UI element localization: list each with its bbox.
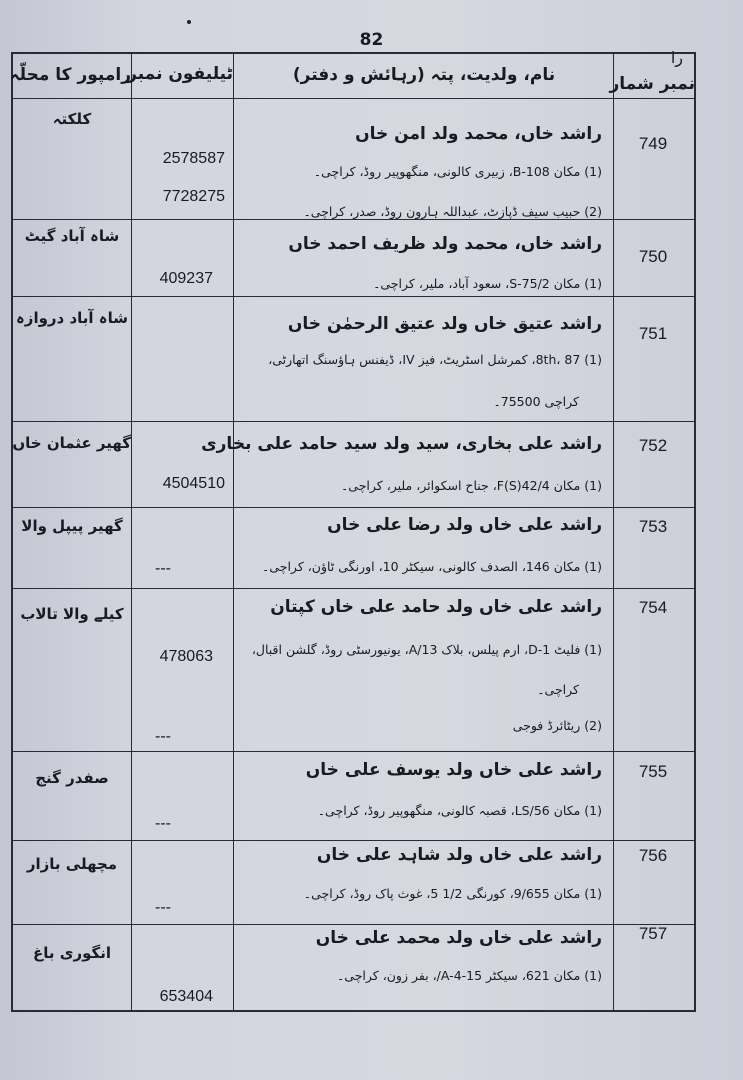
entry-locality: گھیر عثمان خاں xyxy=(12,434,131,452)
entry-serial: 752 xyxy=(638,436,668,455)
entry-name: راشد علی خاں ولد رضا علی خاں xyxy=(327,515,602,535)
entry-phone: 653404 xyxy=(159,988,213,1005)
ink-dot xyxy=(187,20,191,24)
entry-serial: 750 xyxy=(638,247,668,266)
entry-serial: 753 xyxy=(638,517,668,536)
header-serial: نمبر شمار xyxy=(609,74,695,94)
entry-phone: 478063 xyxy=(159,648,213,665)
entry-name: راشد علی خاں ولد محمد علی خاں xyxy=(315,928,602,948)
row-divider xyxy=(13,421,694,422)
entry-serial: 751 xyxy=(638,324,668,343)
entry-name: راشد خاں، محمد ولد ظریف احمد خاں xyxy=(288,234,602,254)
column-divider xyxy=(233,54,234,1010)
entry-serial: 756 xyxy=(638,846,668,865)
entry-name: راشد عتیق خاں ولد عتیق الرحمٰن خاں xyxy=(287,314,602,334)
entry-name: راشد خاں، محمد ولد امن خاں xyxy=(355,124,602,144)
corner-mark: را xyxy=(670,48,683,67)
row-divider xyxy=(13,840,694,841)
entry-name: راشد علی خاں ولد شاہد علی خاں xyxy=(316,845,602,865)
entry-address: (1) مکان 9/655، کورنگی 1/2 5، غوث پاک روڈ، کراچی۔ xyxy=(303,886,602,901)
entry-phone: 2578587 xyxy=(162,150,225,167)
entry-address: (1) مکان F(S)42/4، جناح اسکوائر، ملیر، کراچی۔ xyxy=(340,478,602,493)
entry-locality: گھیر پیپل والا xyxy=(21,517,123,535)
row-divider xyxy=(13,751,694,752)
entry-phone: --- xyxy=(155,560,171,577)
entry-locality: کلکتہ xyxy=(52,110,92,128)
page-number: 82 xyxy=(359,30,384,50)
row-divider xyxy=(13,588,694,589)
entry-address: (1) مکان S-75/2، سعود آباد، ملیر، کراچی۔ xyxy=(373,276,602,291)
row-divider xyxy=(13,98,694,99)
entry-phone: --- xyxy=(155,899,171,916)
row-divider xyxy=(13,924,694,925)
entry-locality: کیلے والا تالاب xyxy=(20,605,124,623)
entry-address: (1) فلیٹ D-1، ارم پیلس، بلاک 13/A، یونیورسٹی روڈ، گلشن اقبال، xyxy=(251,642,602,657)
entry-address: کراچی۔ xyxy=(537,682,579,697)
entry-address: (1) 8th، 87، کمرشل اسٹریٹ، فیز IV، ڈیفنس ہاؤسنگ اتھارٹی، xyxy=(268,352,602,367)
row-divider xyxy=(13,219,694,220)
entry-locality: مچھلی بازار xyxy=(26,855,118,873)
directory-table xyxy=(11,52,696,1012)
entry-address: (1) مکان 621، سیکٹر A-4-15/، بفر زون، کراچی۔ xyxy=(336,968,602,983)
entry-serial: 757 xyxy=(638,924,668,943)
entry-phone: 4504510 xyxy=(162,475,225,492)
row-divider xyxy=(13,507,694,508)
entry-address: کراچی 75500۔ xyxy=(493,394,579,409)
entry-serial: 754 xyxy=(638,598,668,617)
entry-name: راشد علی بخاری، سید ولد سید حامد علی بخاری xyxy=(201,434,602,454)
entry-name: راشد علی خاں ولد حامد علی خاں کپتان xyxy=(270,597,602,617)
header-locality: رامپور کا محلّہ xyxy=(9,65,131,85)
entry-phone: 409237 xyxy=(159,270,213,287)
entry-address: (1) مکان LS/56، قصبہ کالونی، منگھوپیر روڈ، کراچی۔ xyxy=(317,803,602,818)
entry-address: (1) مکان 146، الصدف کالونی، سیکٹر 10، اورنگی ٹاؤن، کراچی۔ xyxy=(261,559,602,574)
entry-serial: 749 xyxy=(638,134,668,153)
entry-name: راشد علی خاں ولد یوسف علی خاں xyxy=(305,760,602,780)
row-divider xyxy=(13,296,694,297)
entry-locality: شاہ آباد گیٹ xyxy=(24,227,120,245)
column-divider xyxy=(613,54,614,1010)
entry-serial: 755 xyxy=(638,762,668,781)
entry-address: (1) مکان B-108، زبیری کالونی، منگھوپیر روڈ، کراچی۔ xyxy=(313,164,602,179)
entry-locality: انگوری باغ xyxy=(32,944,112,962)
header-phone: ٹیلیفون نمبر xyxy=(127,64,233,84)
entry-locality: صفدر گنج xyxy=(35,769,109,787)
entry-locality: شاہ آباد دروازہ xyxy=(16,309,128,327)
entry-phone: --- xyxy=(155,815,171,832)
header-name-address: نام، ولدیت، پتہ (رہائش و دفتر) xyxy=(292,65,556,85)
entry-phone: --- xyxy=(155,728,171,745)
entry-address: (2) ریٹائرڈ فوجی xyxy=(512,718,602,733)
entry-address: (2) حبیب سیف ڈپازٹ، عبداللہ ہارون روڈ، صدر، کراچی۔ xyxy=(303,204,602,219)
entry-phone: 7728275 xyxy=(162,188,225,205)
